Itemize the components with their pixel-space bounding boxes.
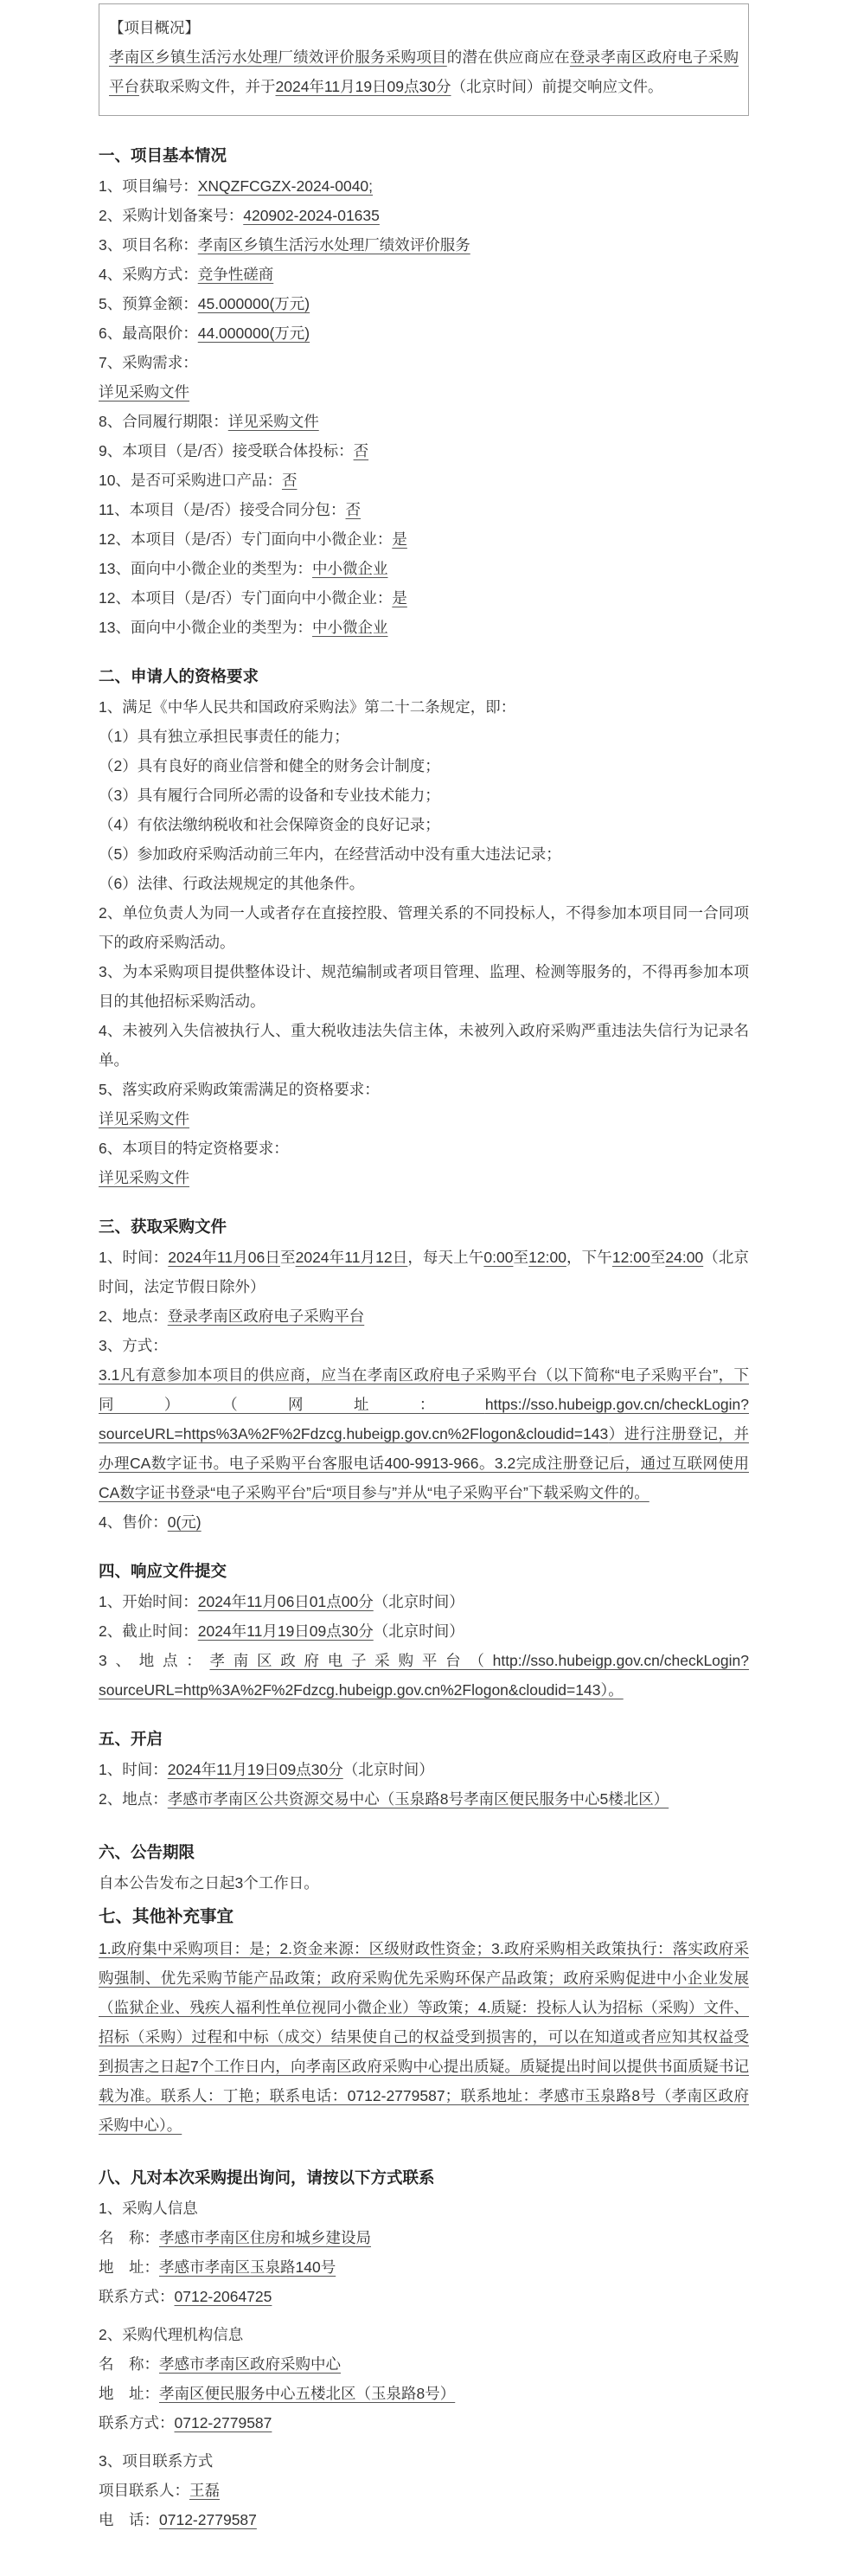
text-part: ，每天上午 xyxy=(407,1249,484,1266)
field-value: 详见采购文件 xyxy=(99,383,189,401)
qual-law-requirement: 1、满足《中华人民共和国政府采购法》第二十二条规定，即： xyxy=(99,698,516,716)
contact-group-heading: 2、采购代理机构信息 xyxy=(99,2326,244,2343)
qual-rule: 4、未被列入失信被执行人、重大税收违法失信主体，未被列入政府采购严重违法失信行为记录名单。 xyxy=(99,1022,749,1069)
qual-special-label: 6、本项目的特定资格要求： xyxy=(99,1140,289,1157)
field-value: 孝感市孝南区住房和城乡建设局 xyxy=(159,2229,371,2246)
field-label: 5、预算金额： xyxy=(99,295,198,312)
field-label: 6、最高限价： xyxy=(99,324,198,342)
field-label: 13、面向中小微企业的类型为： xyxy=(99,560,312,577)
obtain-method-detail xyxy=(99,1360,749,1507)
field-label: 9、本项目（是/否）接受联合体投标： xyxy=(99,442,354,459)
overview-text-part: 的潜在供应商应在 xyxy=(446,48,570,66)
basic-item-requirements-value xyxy=(99,377,749,407)
field-value: 详见采购文件 xyxy=(99,1169,189,1186)
field-value: 否 xyxy=(345,501,362,518)
qual-condition: （3）具有履行合同所必需的设备和专业技术能力； xyxy=(99,787,440,804)
am-end-time: 12:00 xyxy=(528,1249,566,1266)
field-label: 1、项目编号： xyxy=(99,177,198,195)
basic-item-sme-only xyxy=(99,524,749,554)
field-label: 3、项目名称： xyxy=(99,236,198,254)
buyer-name xyxy=(99,2223,749,2252)
field-label: 项目联系人： xyxy=(99,2482,189,2499)
submit-place xyxy=(99,1646,749,1705)
basic-item-project-number xyxy=(99,171,749,201)
field-label: 2、采购计划备案号： xyxy=(99,207,244,224)
basic-item-imported-products xyxy=(99,466,749,495)
field-value: 孝南区便民服务中心五楼北区（玉泉路8号） xyxy=(159,2385,456,2402)
section-notice-period xyxy=(99,1837,749,1898)
field-label: 2、地点： xyxy=(99,1790,168,1808)
text-part: ）进行注册登记，并办理CA数字证书。电子采购平台客服电话400-9913-966。3.2完成注册登记后，通过互联网使用CA数字证书登录“电子采购平台”后“项目参与”并从“电子采购平台”下载采购文件的。 xyxy=(99,1425,749,1501)
text-part: ）。 xyxy=(600,1681,624,1699)
platform-url-query: sourceURL=http%3A%2F%2Fdzcg.hubeigp.gov.cn%2Flogon&cloudid=143 xyxy=(99,1681,601,1699)
section-opening xyxy=(99,1724,749,1814)
contact-agency xyxy=(99,2320,749,2438)
field-label: 1、开始时间： xyxy=(99,1593,198,1610)
field-note: （北京时间） xyxy=(342,1761,434,1778)
supplementary-text xyxy=(99,1934,749,2140)
section-supplementary xyxy=(99,1899,749,2140)
section-submission xyxy=(99,1556,749,1705)
overview-project-name: 孝南区乡镇生活污水处理厂绩效评价服务采购项目 xyxy=(109,48,447,66)
overview-text xyxy=(109,42,739,101)
field-label: 1、时间： xyxy=(99,1761,168,1778)
notice-text: 自本公告发布之日起3个工作日。 xyxy=(99,1874,319,1892)
basic-item-project-name xyxy=(99,230,749,260)
field-value: 420902-2024-01635 xyxy=(243,207,380,224)
field-value: 详见采购文件 xyxy=(227,413,319,430)
field-value: 0(元) xyxy=(167,1513,202,1531)
field-value: 2024年11月19日09点30分 xyxy=(167,1761,343,1778)
section-title: 五、开启 xyxy=(99,1730,163,1748)
buyer-address xyxy=(99,2252,749,2282)
project-contact-person xyxy=(99,2476,749,2505)
field-label: 13、面向中小微企业的类型为： xyxy=(99,619,312,636)
field-value: 登录孝南区政府电子采购平台 xyxy=(167,1307,365,1325)
section-basic-info xyxy=(99,140,749,642)
text-part: （北京时间，法定节假日除外） xyxy=(99,1249,750,1295)
pm-start-time: 12:00 xyxy=(611,1249,650,1266)
start-date: 2024年11月06日 xyxy=(168,1249,280,1266)
basic-item-subcontracting xyxy=(99,495,749,524)
basic-item-sme-only xyxy=(99,583,749,613)
section-title: 八、凡对本次采购提出询问，请按以下方式联系 xyxy=(99,2168,435,2187)
basic-item-budget xyxy=(99,289,749,318)
section-contact xyxy=(99,2162,749,2534)
basic-item-contract-period xyxy=(99,407,749,436)
platform-url-query: sourceURL=https%3A%2F%2Fdzcg.hubeigp.gov.cn%2Flogon&cloudid=143 xyxy=(99,1425,609,1442)
am-start-time: 0:00 xyxy=(483,1249,514,1266)
field-label: 联系方式： xyxy=(99,2288,175,2305)
field-label: 1、时间： xyxy=(99,1249,169,1266)
overview-text-part: 获取采购文件，并于 xyxy=(139,78,276,95)
field-label: 4、采购方式： xyxy=(99,266,198,283)
text-part: 3.1凡有意参加本项目的供应商，应当在孝南区政府电子采购平台（以下简称“电子采购平台”，下同）（网址： xyxy=(99,1366,749,1413)
field-value: 孝感市孝南区公共资源交易中心（玉泉路8号孝南区便民服务中心5楼北区） xyxy=(167,1790,669,1808)
field-value: 孝南区乡镇生活污水处理厂绩效评价服务 xyxy=(197,236,470,254)
field-label: 联系方式： xyxy=(99,2414,175,2431)
field-value: 0712-2779587 xyxy=(159,2511,257,2528)
platform-url: http://sso.hubeigp.gov.cn/checkLogin? xyxy=(492,1652,749,1669)
field-note: （北京时间） xyxy=(373,1622,464,1640)
field-note: （北京时间） xyxy=(373,1593,464,1610)
contact-group-heading: 1、采购人信息 xyxy=(99,2200,198,2217)
contact-project xyxy=(99,2446,749,2534)
field-label: 12、本项目（是/否）专门面向中小微企业： xyxy=(99,589,393,607)
qual-rule: 3、为本采购项目提供整体设计、规范编制或者项目管理、监理、检测等服务的，不得再参加本项目的其他招标采购活动。 xyxy=(99,963,749,1010)
field-label: 地 址： xyxy=(99,2258,159,2276)
obtain-place xyxy=(99,1301,749,1331)
field-value: 0712-2064725 xyxy=(174,2288,272,2305)
basic-item-max-price xyxy=(99,318,749,348)
project-contact-phone xyxy=(99,2505,749,2534)
submit-deadline xyxy=(99,1616,749,1646)
qual-condition: （2）具有良好的商业信誉和健全的财务会计制度； xyxy=(99,757,440,774)
field-label: 地 址： xyxy=(99,2385,159,2402)
section-title: 六、公告期限 xyxy=(99,1843,195,1861)
section-obtain-documents xyxy=(99,1211,749,1537)
section-title: 四、响应文件提交 xyxy=(99,1562,227,1580)
field-label: 11、本项目（是/否）接受合同分包： xyxy=(99,501,346,518)
field-value: 2024年11月19日09点30分 xyxy=(197,1622,374,1640)
text-part: ，下午 xyxy=(566,1249,612,1266)
end-date: 2024年11月12日 xyxy=(295,1249,408,1266)
field-value: 44.000000(万元) xyxy=(197,324,310,342)
field-value: 45.000000(万元) xyxy=(197,295,310,312)
field-value: 中小微企业 xyxy=(311,619,388,636)
field-value: 是 xyxy=(392,530,407,548)
agency-phone xyxy=(99,2408,749,2438)
qual-condition: （5）参加政府采购活动前三年内，在经营活动中没有重大违法记录； xyxy=(99,845,561,863)
basic-item-plan-record-number xyxy=(99,201,749,230)
agency-name xyxy=(99,2349,749,2379)
field-label: 3、地点： xyxy=(99,1652,210,1669)
field-value: 孝感市孝南区政府采购中心 xyxy=(159,2355,341,2373)
pm-end-time: 24:00 xyxy=(665,1249,704,1266)
text-part: 至 xyxy=(280,1249,296,1266)
obtain-price xyxy=(99,1507,749,1537)
qual-condition: （1）具有独立承担民事责任的能力； xyxy=(99,728,349,745)
basic-item-sme-type xyxy=(99,554,749,583)
field-value: 2024年11月06日01点00分 xyxy=(197,1593,374,1610)
section-title: 三、获取采购文件 xyxy=(99,1217,227,1236)
qual-rule: 2、单位负责人为同一人或者存在直接控股、管理关系的不同投标人，不得参加本项目同一合同项下的政府采购活动。 xyxy=(99,904,749,951)
field-value: 否 xyxy=(353,442,369,459)
overview-platform: 登录孝南区政府电子采购平台 xyxy=(109,48,739,95)
qual-condition: （4）有依法缴纳税收和社会保障资金的良好记录； xyxy=(99,816,440,833)
field-value: 详见采购文件 xyxy=(99,1110,189,1127)
section-title: 一、项目基本情况 xyxy=(99,146,227,164)
field-value: 王磊 xyxy=(189,2482,220,2499)
field-value: 是 xyxy=(392,589,407,607)
contact-group-heading: 3、项目联系方式 xyxy=(99,2452,214,2470)
supplementary-text-body: 1.政府集中采购项目：是；2.资金来源：区级财政性资金；3.政府采购相关政策执行：落实政府采购强制、优先采购节能产品政策；政府采购优先采购环保产品政策；政府采购促进中小企业发展（监狱企业、残疾人福利性单位视同小微企业）等政策；4.质疑：投标人认为招标（采购）文件、招标（采购）过程和中标（成交）结果使自己的权益受到损害的，可以在知道或者应知其权益受到损害之日起7个工作日内，向孝南区政府采购中心提出质疑。质疑提出时间以提供书面质疑书记载为准。联系人：丁艳；联系电话：0712-2779587；联系地址：孝感市玉泉路8号（孝南区政府采购中心）。 xyxy=(99,1940,749,2134)
text-part: 孝南区政府电子采购平台（ xyxy=(209,1652,493,1669)
field-label: 10、是否可采购进口产品： xyxy=(99,472,282,489)
project-overview-box xyxy=(99,3,749,116)
field-label: 7、采购需求： xyxy=(99,354,198,371)
field-value: 中小微企业 xyxy=(311,560,388,577)
submit-start-time xyxy=(99,1587,749,1616)
obtain-time xyxy=(99,1243,749,1301)
field-label: 4、售价： xyxy=(99,1513,168,1531)
platform-url: https://sso.hubeigp.gov.cn/checkLogin? xyxy=(484,1396,749,1413)
agency-address xyxy=(99,2379,749,2408)
field-label: 名 称： xyxy=(99,2355,159,2373)
basic-item-consortium xyxy=(99,436,749,466)
field-label: 电 话： xyxy=(99,2511,159,2528)
section-qualifications xyxy=(99,661,749,1192)
basic-item-requirements xyxy=(99,348,749,377)
obtain-method-label: 3、方式： xyxy=(99,1337,168,1354)
qual-condition: （6）法律、行政法规规定的其他条件。 xyxy=(99,875,365,892)
field-value: 孝感市孝南区玉泉路140号 xyxy=(159,2258,336,2276)
text-part: 至 xyxy=(649,1249,666,1266)
contact-buyer xyxy=(99,2194,749,2311)
field-label: 8、合同履行期限： xyxy=(99,413,228,430)
open-place xyxy=(99,1784,749,1814)
qual-policy-label: 5、落实政府采购政策需满足的资格要求： xyxy=(99,1081,380,1098)
overview-title: 【项目概况】 xyxy=(109,19,200,36)
buyer-phone xyxy=(99,2282,749,2311)
field-value: 否 xyxy=(281,472,298,489)
basic-item-procurement-method xyxy=(99,260,749,289)
overview-text-part: （北京时间）前提交响应文件。 xyxy=(451,78,663,95)
field-label: 2、截止时间： xyxy=(99,1622,198,1640)
field-label: 12、本项目（是/否）专门面向中小微企业： xyxy=(99,530,393,548)
overview-deadline: 2024年11月19日09点30分 xyxy=(275,78,451,95)
qual-policy-value xyxy=(99,1104,749,1134)
section-title: 七、其他补充事宜 xyxy=(99,1907,234,1926)
open-time xyxy=(99,1755,749,1784)
basic-item-sme-type xyxy=(99,613,749,642)
qual-special-value xyxy=(99,1163,749,1192)
field-label: 2、地点： xyxy=(99,1307,168,1325)
field-value: 0712-2779587 xyxy=(174,2414,272,2431)
text-part: 至 xyxy=(513,1249,529,1266)
section-title: 二、申请人的资格要求 xyxy=(99,667,259,685)
field-value: XNQZFCGZX-2024-0040; xyxy=(197,177,374,195)
field-value: 竞争性磋商 xyxy=(197,266,274,283)
field-label: 名 称： xyxy=(99,2229,159,2246)
announcement-document xyxy=(99,3,749,2534)
